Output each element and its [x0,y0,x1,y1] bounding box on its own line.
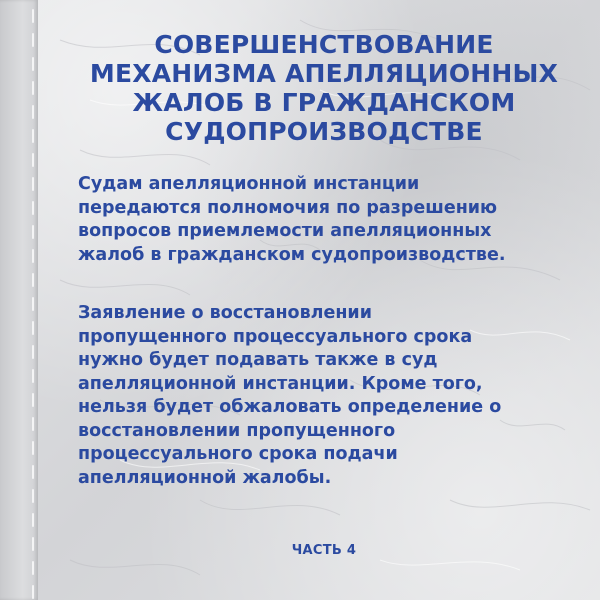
paragraph-line: пропущенного процессуального срока [78,326,473,347]
paragraph-line: Заявление о восстановлении [78,303,372,323]
paragraph-line: передаются полномочия по разрешению [78,197,498,218]
paragraph-line: апелляционной инстанции. Кроме того, [78,373,483,394]
paragraph-line: нужно будет подавать также в суд [78,350,438,370]
paragraph-line: жалоб в гражданском судопроизводстве. [78,244,506,265]
paragraph-line: процессуального срока подачи [78,444,398,464]
part-label: ЧАСТЬ 4 [291,543,357,558]
paragraph-line: апелляционной жалобы. [78,467,332,488]
title-line: МЕХАНИЗМА АПЕЛЛЯЦИОННЫХ [89,59,559,88]
title-line: СУДОПРОИЗВОДСТВЕ [165,117,483,146]
stitching-decoration [30,0,36,600]
paragraph-appeal-admissibility [78,173,588,267]
title-line: СОВЕРШЕНСТВОВАНИЕ [154,30,494,59]
content-area [48,0,600,600]
paragraph-line: Судам апелляционной инстанции [78,174,420,194]
paragraph-line: восстановлении пропущенного [78,420,396,441]
title-line: ЖАЛОБ В ГРАЖДАНСКОМ [132,88,516,117]
paragraph-line: вопросов приемлемости апелляционных [78,221,492,241]
paragraph-deadline-restoration [78,302,588,490]
paragraph-line: нельзя будет обжаловать определение о [78,397,502,417]
page-title [48,30,600,146]
